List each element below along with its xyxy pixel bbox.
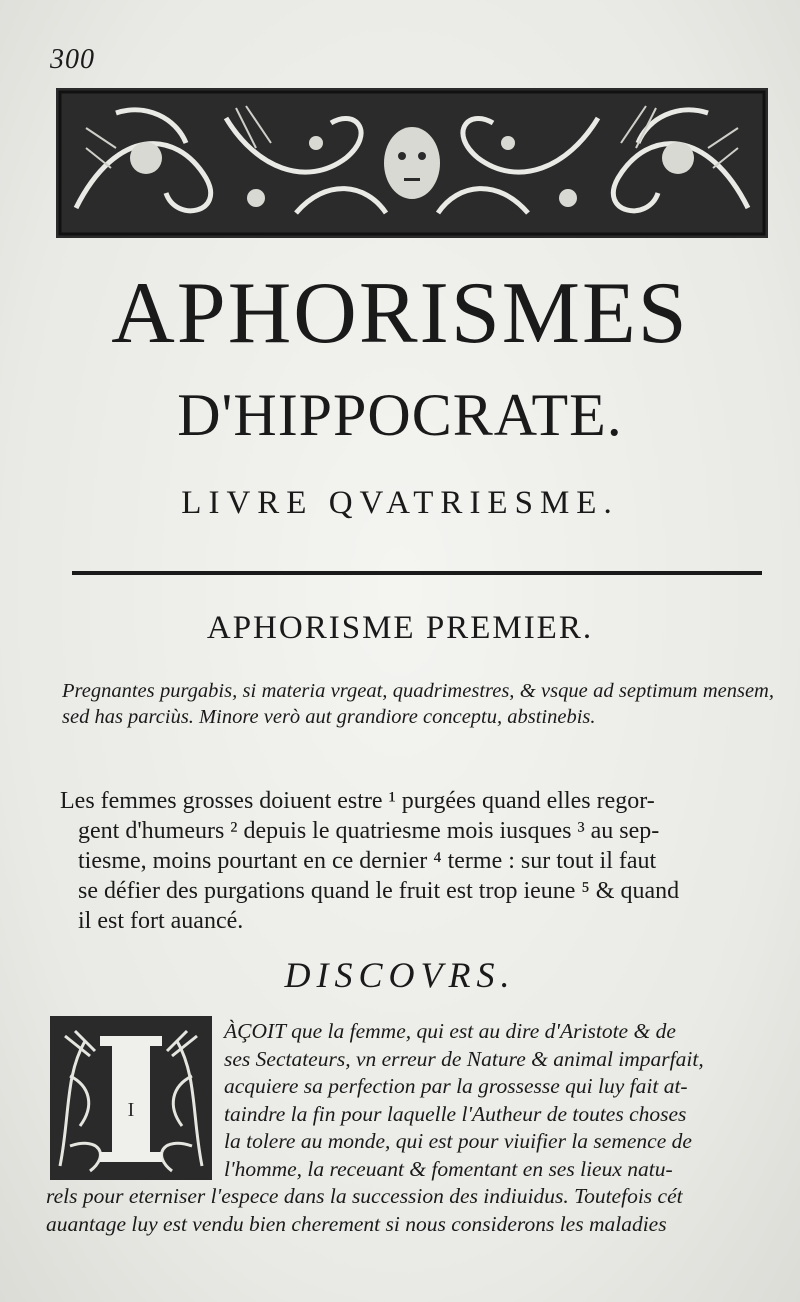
dropcap-letter: I [127,1099,135,1121]
title-main: APHORISMES [111,265,689,362]
woodcut-header-ornament [56,88,768,238]
discours-heading: DISCOVRS. [284,955,516,995]
french-line: il est fort auancé. [78,908,244,934]
discours-line: l'homme, la receuant & fomentant en ses lieux natu- [224,1156,673,1181]
discours-line: ses Sectateurs, vn erreur de Nature & animal imparfait, [224,1046,704,1071]
latin-aphorism-text: Pregnantes purgabis, si materia vrgeat, quadrimestres, & vsque ad septimum mensem, sed has parciùs. Minore verò aut grandiore conceptu, abstinebis. [62,680,774,728]
french-line: gent d'humeurs ² depuis le quatriesme mois iusques ³ au sep- [78,818,660,844]
book-label: LIVRE QVATRIESME. [181,485,619,521]
french-line: tiesme, moins pourtant en ce dernier ⁴ terme : sur tout il faut [78,848,657,874]
french-line: se défier des purgations quand le fruit est trop ieune ⁵ & quand [78,878,680,904]
page-number: 300 [50,44,95,75]
aphorism-heading: APHORISME PREMIER. [206,610,594,646]
discours-line: ÀÇOIT que la femme, qui est au dire d'Aristote & de [224,1019,676,1043]
discours-line: auantage luy est vendu bien cherement si nous considerons les maladies [46,1211,667,1236]
section-divider [72,571,762,575]
french-translation [60,786,772,936]
discours-line: taindre la fin pour laquelle l'Autheur de toutes choses [224,1101,687,1126]
french-line: Les femmes grosses doiuent estre ¹ purgées quand elles regor- [60,788,655,814]
discours-line: rels pour eterniser l'espece dans la succession des indiuidus. Toutefois cét [46,1184,683,1208]
title-subtitle: D'HIPPOCRATE. [177,382,623,448]
discours-line: la tolere au monde, qui est pour viuifier la semence de [224,1129,692,1153]
discours-line: acquiere sa perfection par la grossesse qui luy fait at- [224,1074,688,1098]
discours-body [46,1018,768,1238]
